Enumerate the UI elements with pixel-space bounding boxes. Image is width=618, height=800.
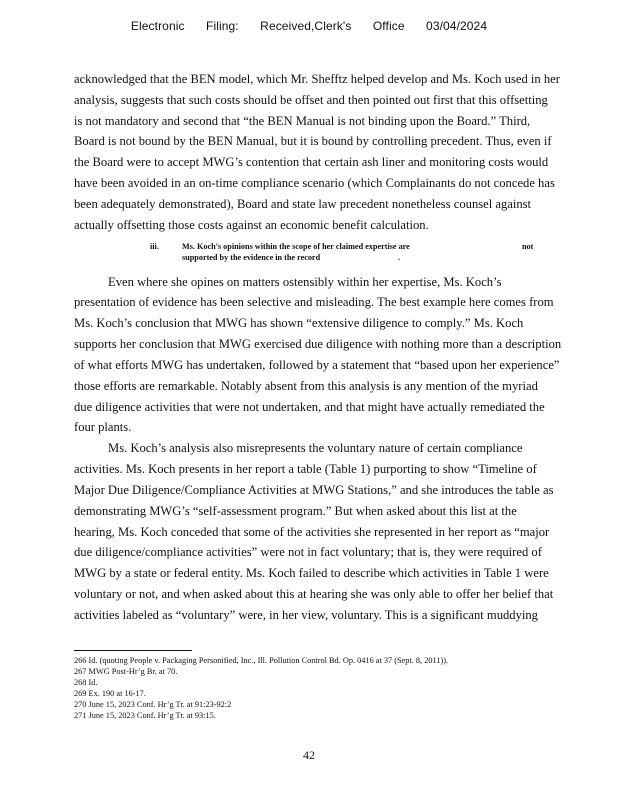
body-line: due diligence activities that were not undertaken, and that might have actually remediated the	[74, 400, 545, 414]
filing-header	[0, 19, 618, 33]
body-line: the Board were to accept MWG’s contention that certain ash liner and monitoring costs would	[74, 155, 549, 169]
body-line: been adequately demonstrated), Board and state law precedent nonetheless counsel against	[74, 197, 532, 211]
header-received: Received,Clerk's	[260, 19, 352, 33]
body-line: four plants.	[74, 420, 132, 434]
body-line: Even where she opines on matters ostensibly within her expertise, Ms. Koch’s	[108, 275, 502, 289]
body-line: acknowledged that the BEN model, which Mr. Shefftz helped develop and Ms. Koch used in her	[74, 72, 560, 86]
subheading-line2: supported by the evidence in the record	[182, 253, 321, 262]
subheading-line1-end: not	[522, 242, 534, 251]
footnote-270: 270 June 15, 2023 Conf. Hr’g Tr. at 91:23-92:2	[74, 700, 232, 709]
subheading-numeral: iii.	[150, 242, 159, 251]
body-line: MWG by a state or federal entity. Ms. Koch failed to describe which activities in Table 1 were	[74, 566, 549, 580]
body-line: demonstrating MWG’s “self-assessment program.” But when asked about this list at the	[74, 504, 517, 518]
footnote-271: 271 June 15, 2023 Conf. Hr’g Tr. at 93:15.	[74, 711, 216, 720]
body-line: analysis, suggests that such costs should be offset and then pointed out first that this offsetting	[74, 93, 548, 107]
body-line: voluntary or not, and when asked about this at hearing she was only able to offer her belief that	[74, 587, 554, 601]
body-line: Ms. Koch’s conclusion that MWG has shown “extensive diligence to comply.” Ms. Koch	[74, 316, 524, 330]
body-line: Board is not bound by the BEN Manual, but it is bound by controlling precedent. Thus, even if	[74, 134, 552, 148]
header-filing: Filing:	[206, 19, 239, 33]
body-line: of what efforts MWG has undertaken, followed by a statement that “based upon her experience”	[74, 358, 560, 372]
subheading-line1: Ms. Koch's opinions within the scope of her claimed expertise are	[182, 242, 410, 251]
footnote-267: 267 MWG Post-Hr’g Br. at 70.	[74, 667, 178, 676]
page-number: 42	[303, 748, 315, 762]
footnote-268: 268 Id.	[74, 678, 98, 687]
header-electronic: Electronic	[130, 19, 185, 33]
footnote-divider	[74, 650, 192, 651]
body-line: activities labeled as “voluntary” were, in her view, voluntary. This is a significant muddying	[74, 608, 538, 622]
body-line: actually offsetting those costs against an economic benefit calculation.	[74, 218, 429, 232]
header-date: 03/04/2024	[426, 19, 488, 33]
body-line: Major Due Diligence/Compliance Activities at MWG Stations,” and she introduces the table as	[74, 483, 554, 497]
footnote-269: 269 Ex. 190 at 16-17.	[74, 689, 146, 698]
body-line: Ms. Koch’s analysis also misrepresents the voluntary nature of certain compliance	[108, 441, 523, 455]
body-line: is not mandatory and second that “the BEN Manual is not binding upon the Board.” Third,	[74, 114, 531, 128]
footnote-266: 266 Id. (quoting People v. Packaging Personified, Inc., Ill. Pollution Control Bd. Op. 0416 at 37 (Sept. 8, 2011)).	[74, 656, 449, 665]
body-line: supports her conclusion that MWG exercised due diligence with nothing more than a description	[74, 337, 562, 351]
subheading-line2-end: .	[398, 253, 401, 262]
body-line: those efforts are remarkable. Notably absent from this analysis is any mention of the myriad	[74, 379, 538, 393]
body-line: due diligence/compliance activities” were not in fact voluntary; that is, they were required of	[74, 545, 542, 559]
body-line: hearing, Ms. Koch conceded that some of the activities she represented in her report as “major	[74, 525, 550, 539]
header-office: Office	[372, 19, 405, 33]
body-line: presentation of evidence has been selective and misleading. The best example here comes from	[74, 295, 554, 309]
body-line: activities. Ms. Koch presents in her report a table (Table 1) purporting to show “Timeline of	[74, 462, 537, 476]
body-line: have been avoided in an on-time compliance scenario (which Complainants do not concede has	[74, 176, 555, 190]
